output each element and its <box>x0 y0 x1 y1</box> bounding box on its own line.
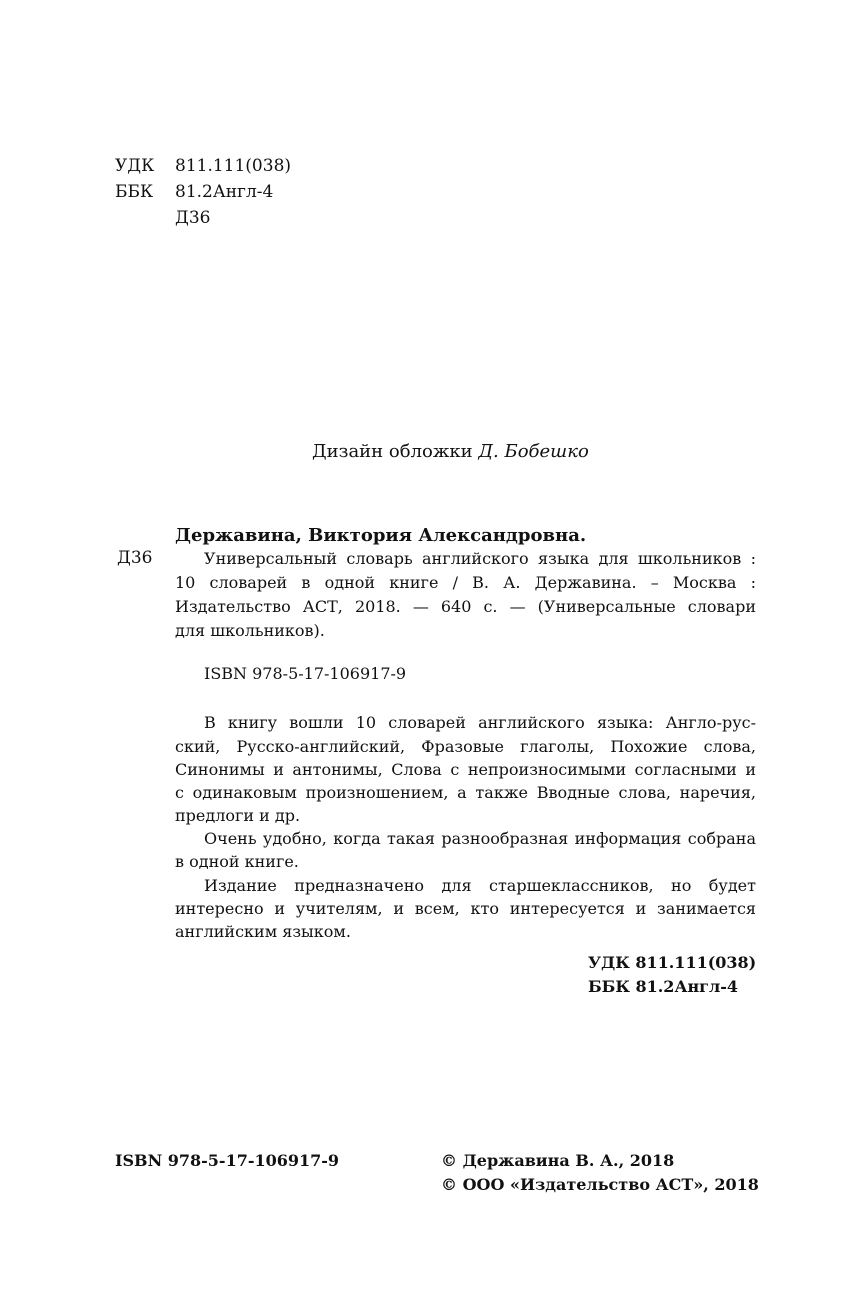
cutter-code-side: Д36 <box>117 548 153 568</box>
bbk-code-bottom: ББК 81.2Англ-4 <box>588 977 739 996</box>
annotation-line: ский, Русско-английский, Фразовые глаголы, Похожие слова, <box>175 737 756 756</box>
bbk-value: 81.2Англ-4 <box>175 182 274 202</box>
annotation-line: в одной книге. <box>175 852 299 871</box>
isbn-record: ISBN 978-5-17-106917-9 <box>204 664 407 683</box>
bib-line: для школьников). <box>175 621 325 640</box>
copyright-author: © Державина В. А., 2018 <box>441 1151 675 1170</box>
cover-design-credit <box>312 441 589 462</box>
bib-line: 10 словарей в одной книге / В. А. Державина. – Москва : <box>175 573 756 592</box>
author-heading: Державина, Виктория Александровна. <box>175 525 587 546</box>
annotation-line: с одинаковым произношением, а также Вводные слова, наречия, <box>175 783 756 802</box>
annotation-line: английским языком. <box>175 922 351 941</box>
bib-line: Издательство АСТ, 2018. — 640 с. — (Универсальные словари <box>175 597 756 616</box>
udk-value: 811.111(038) <box>175 156 292 176</box>
bbk-label: ББК <box>115 182 154 202</box>
cover-designer-name: Д. Бобешко <box>478 441 589 462</box>
annotation-line: Очень удобно, когда такая разнообразная информация собрана <box>204 829 756 848</box>
bib-line: Универсальный словарь английского языка для школьников : <box>204 549 756 568</box>
annotation-line: Издание предназначено для старшеклассников, но будет <box>204 876 756 895</box>
udk-label: УДК <box>115 156 155 176</box>
annotation-line: интересно и учителям, и всем, кто интересуется и занимается <box>175 899 756 918</box>
annotation-line: В книгу вошли 10 словарей английского языка: Англо-рус- <box>204 713 756 732</box>
cover-design-label: Дизайн обложки <box>312 441 473 462</box>
udk-code-bottom: УДК 811.111(038) <box>588 953 757 972</box>
copyright-publisher: © ООО «Издательство АСТ», 2018 <box>441 1175 759 1194</box>
annotation-line: предлоги и др. <box>175 806 301 825</box>
cutter-code-top: Д36 <box>175 208 211 228</box>
isbn-footer: ISBN 978-5-17-106917-9 <box>115 1151 340 1170</box>
annotation-line: Синонимы и антонимы, Слова с непроизносимыми согласными и <box>175 760 756 779</box>
